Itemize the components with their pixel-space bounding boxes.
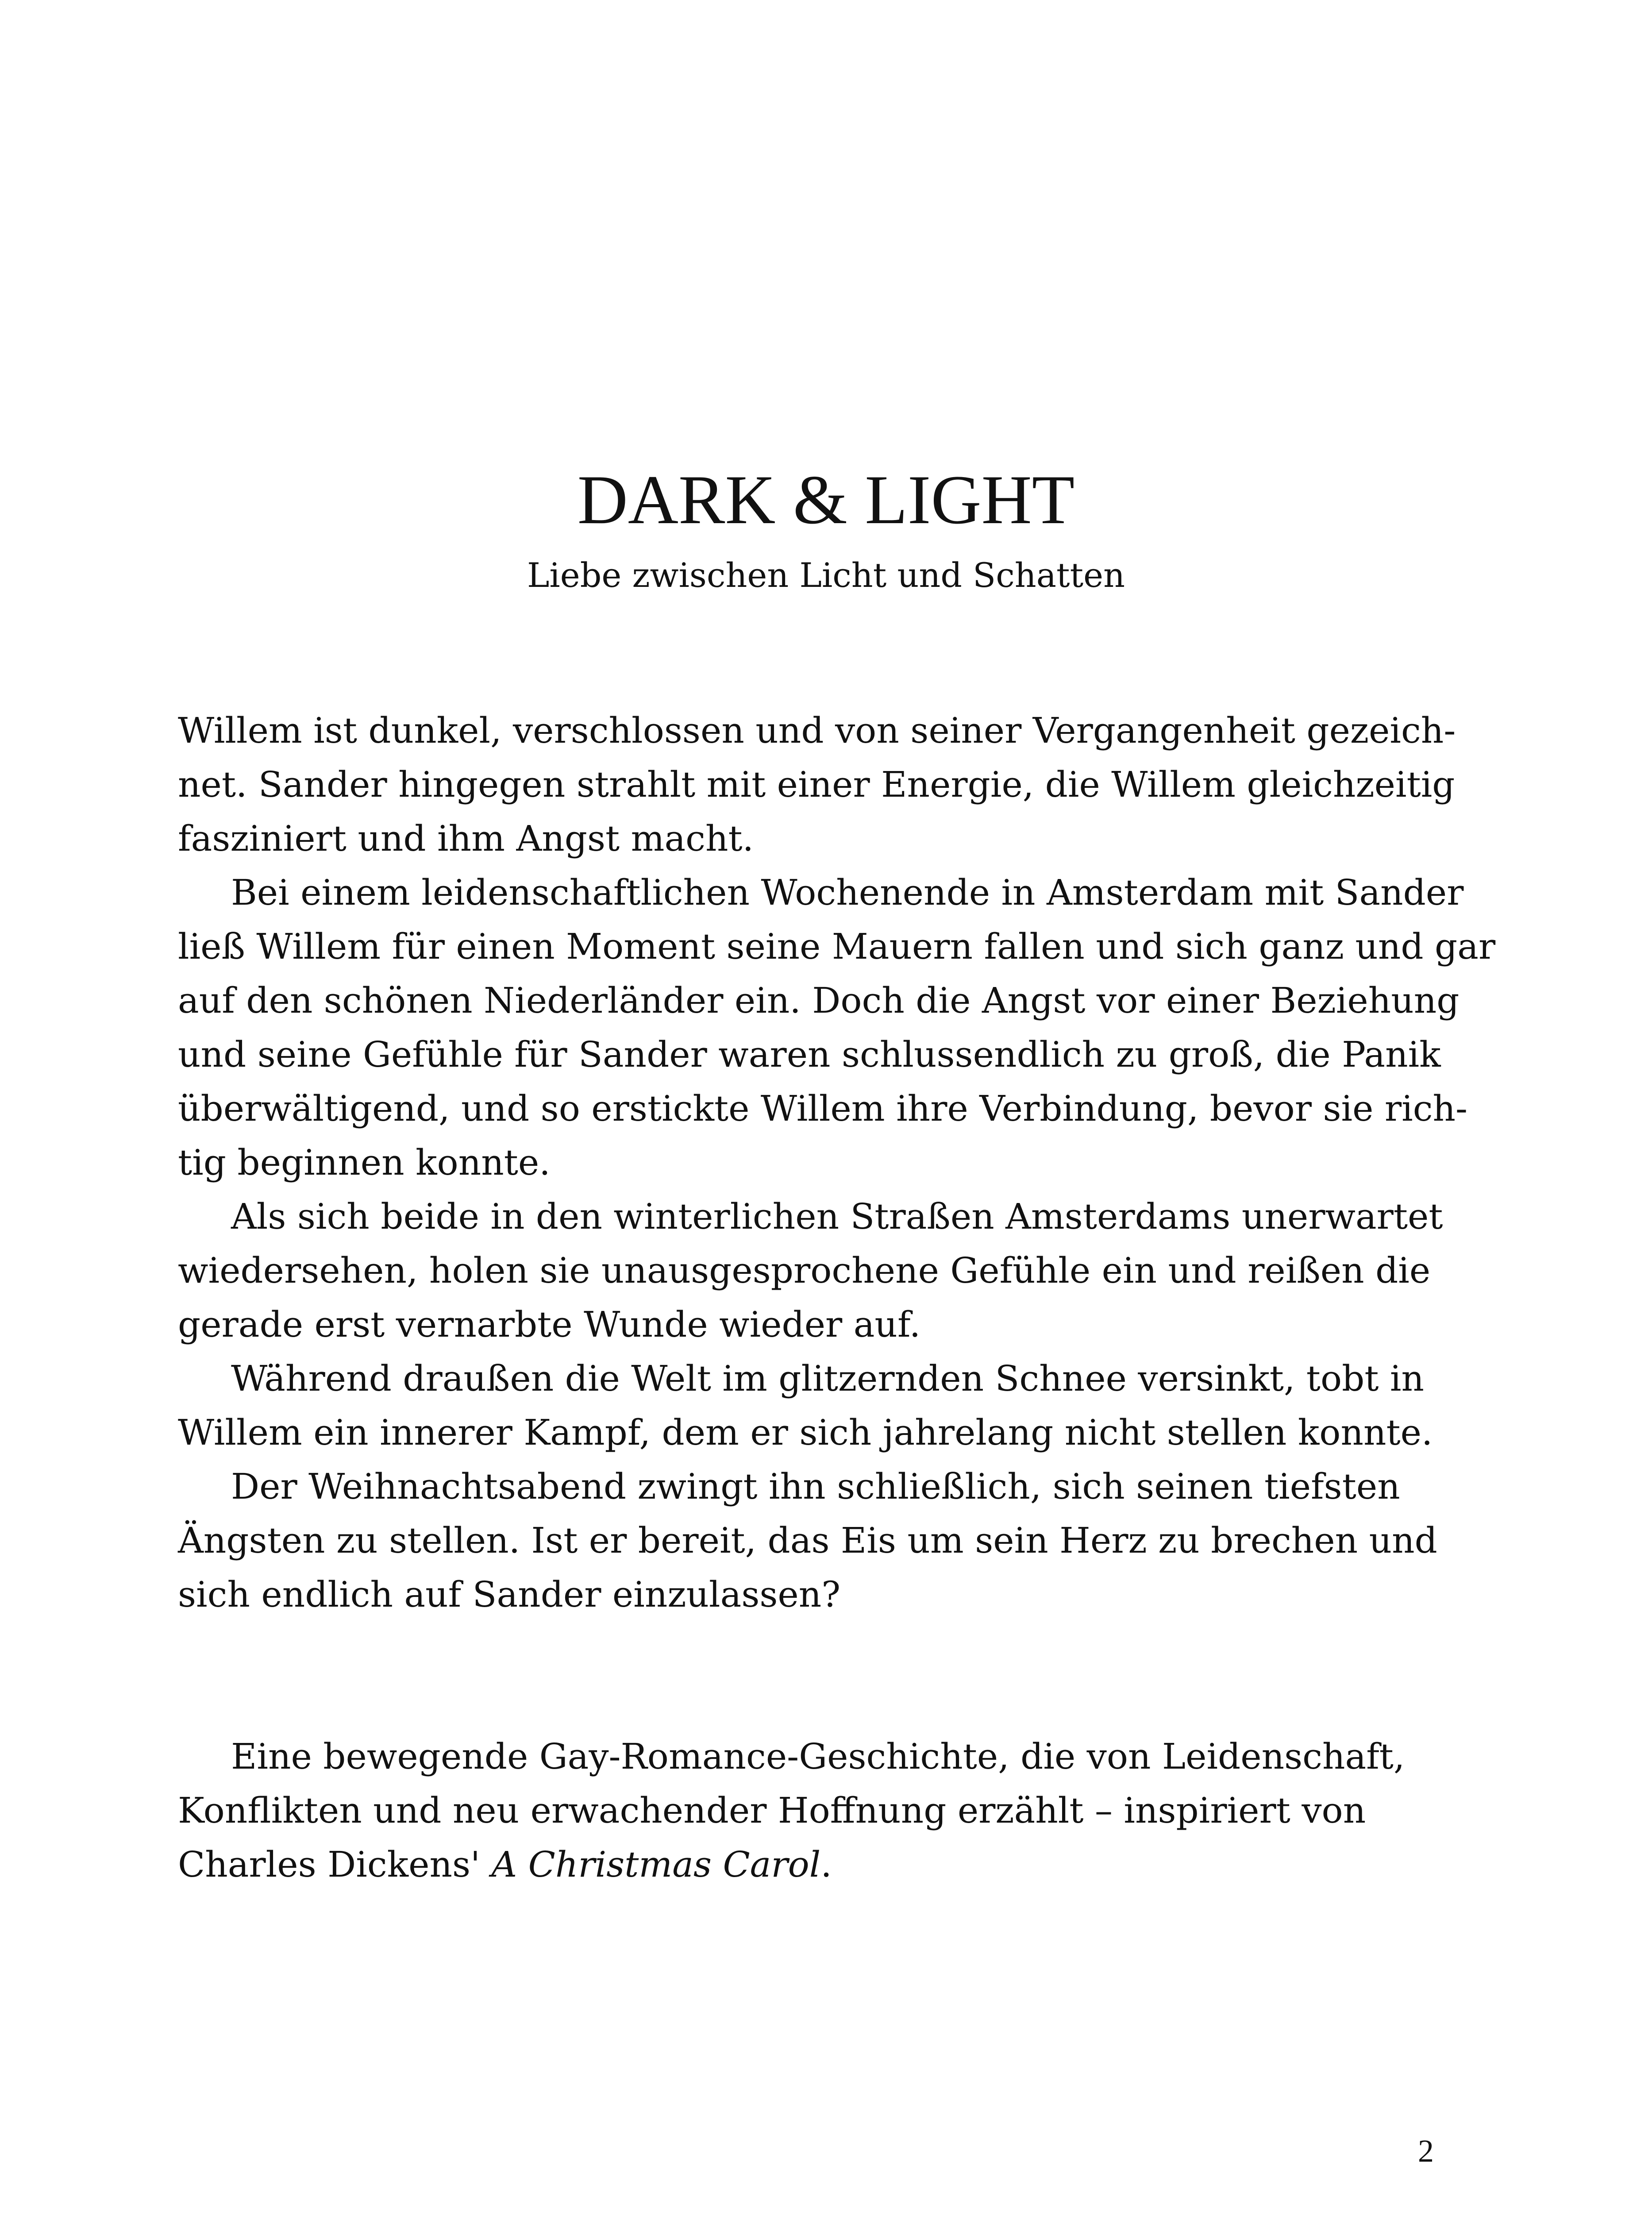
text-line: auf den schönen Niederländer ein. Doch die Angst vor einer Beziehung <box>178 980 1459 1021</box>
text-line: gerade erst vernarbte Wunde wieder auf. <box>178 1304 921 1345</box>
text-line: net. Sander hingegen strahlt mit einer Energie, die Willem gleichzeitig <box>178 764 1455 805</box>
text-line: Konflikten und neu erwachender Hoffnung erzählt – inspiriert von <box>178 1790 1366 1831</box>
blurb-text <box>178 704 1496 1892</box>
text-line: fasziniert und ihm Angst macht. <box>178 818 754 859</box>
paragraph-2 <box>178 866 1496 1190</box>
closing-prefix: Charles Dickens' <box>178 1844 492 1885</box>
text-line <box>178 1838 1444 1892</box>
text-line: Eine bewegende Gay-Romance-Geschichte, die von Leidenschaft, <box>231 1736 1405 1777</box>
text-line: überwältigend, und so erstickte Willem ihre Verbindung, bevor sie rich- <box>178 1088 1468 1129</box>
text-line: wiedersehen, holen sie unausgesprochene Gefühle ein und reißen die <box>178 1250 1431 1291</box>
paragraph-3 <box>178 1190 1444 1352</box>
paragraph-spacer <box>178 1622 1444 1730</box>
closing-paragraph <box>178 1730 1444 1892</box>
book-title: DARK & LIGHT <box>577 461 1075 539</box>
text-line: ließ Willem für einen Moment seine Mauern fallen und sich ganz und gar <box>178 926 1496 967</box>
book-reference-title: A Christmas Carol <box>491 1844 821 1885</box>
book-subtitle: Liebe zwischen Licht und Schatten <box>527 555 1125 595</box>
text-line: Während draußen die Welt im glitzernden Schnee versinkt, tobt in <box>231 1358 1425 1399</box>
text-line: Als sich beide in den winterlichen Straßen Amsterdams unerwartet <box>231 1196 1443 1237</box>
text-line: Der Weihnachtsabend zwingt ihn schließlich, sich seinen tiefsten <box>231 1466 1400 1507</box>
text-line: tig beginnen konnte. <box>178 1142 551 1183</box>
page-number: 2 <box>1418 2133 1434 2169</box>
text-line: Ängsten zu stellen. Ist er bereit, das Eis um sein Herz zu brechen und <box>178 1520 1437 1561</box>
paragraph-1 <box>178 704 1456 866</box>
closing-suffix: . <box>820 1844 832 1885</box>
paragraph-4 <box>178 1352 1444 1460</box>
text-line: Willem ein innerer Kampf, dem er sich jahrelang nicht stellen konnte. <box>178 1412 1433 1453</box>
text-line: sich endlich auf Sander einzulassen? <box>178 1574 841 1615</box>
text-line: und seine Gefühle für Sander waren schlussendlich zu groß, die Panik <box>178 1034 1441 1075</box>
paragraph-5 <box>178 1460 1444 1622</box>
text-line: Willem ist dunkel, verschlossen und von seiner Vergangenheit gezeich- <box>178 710 1456 751</box>
text-line: Bei einem leidenschaftlichen Wochenende in Amsterdam mit Sander <box>231 872 1464 913</box>
